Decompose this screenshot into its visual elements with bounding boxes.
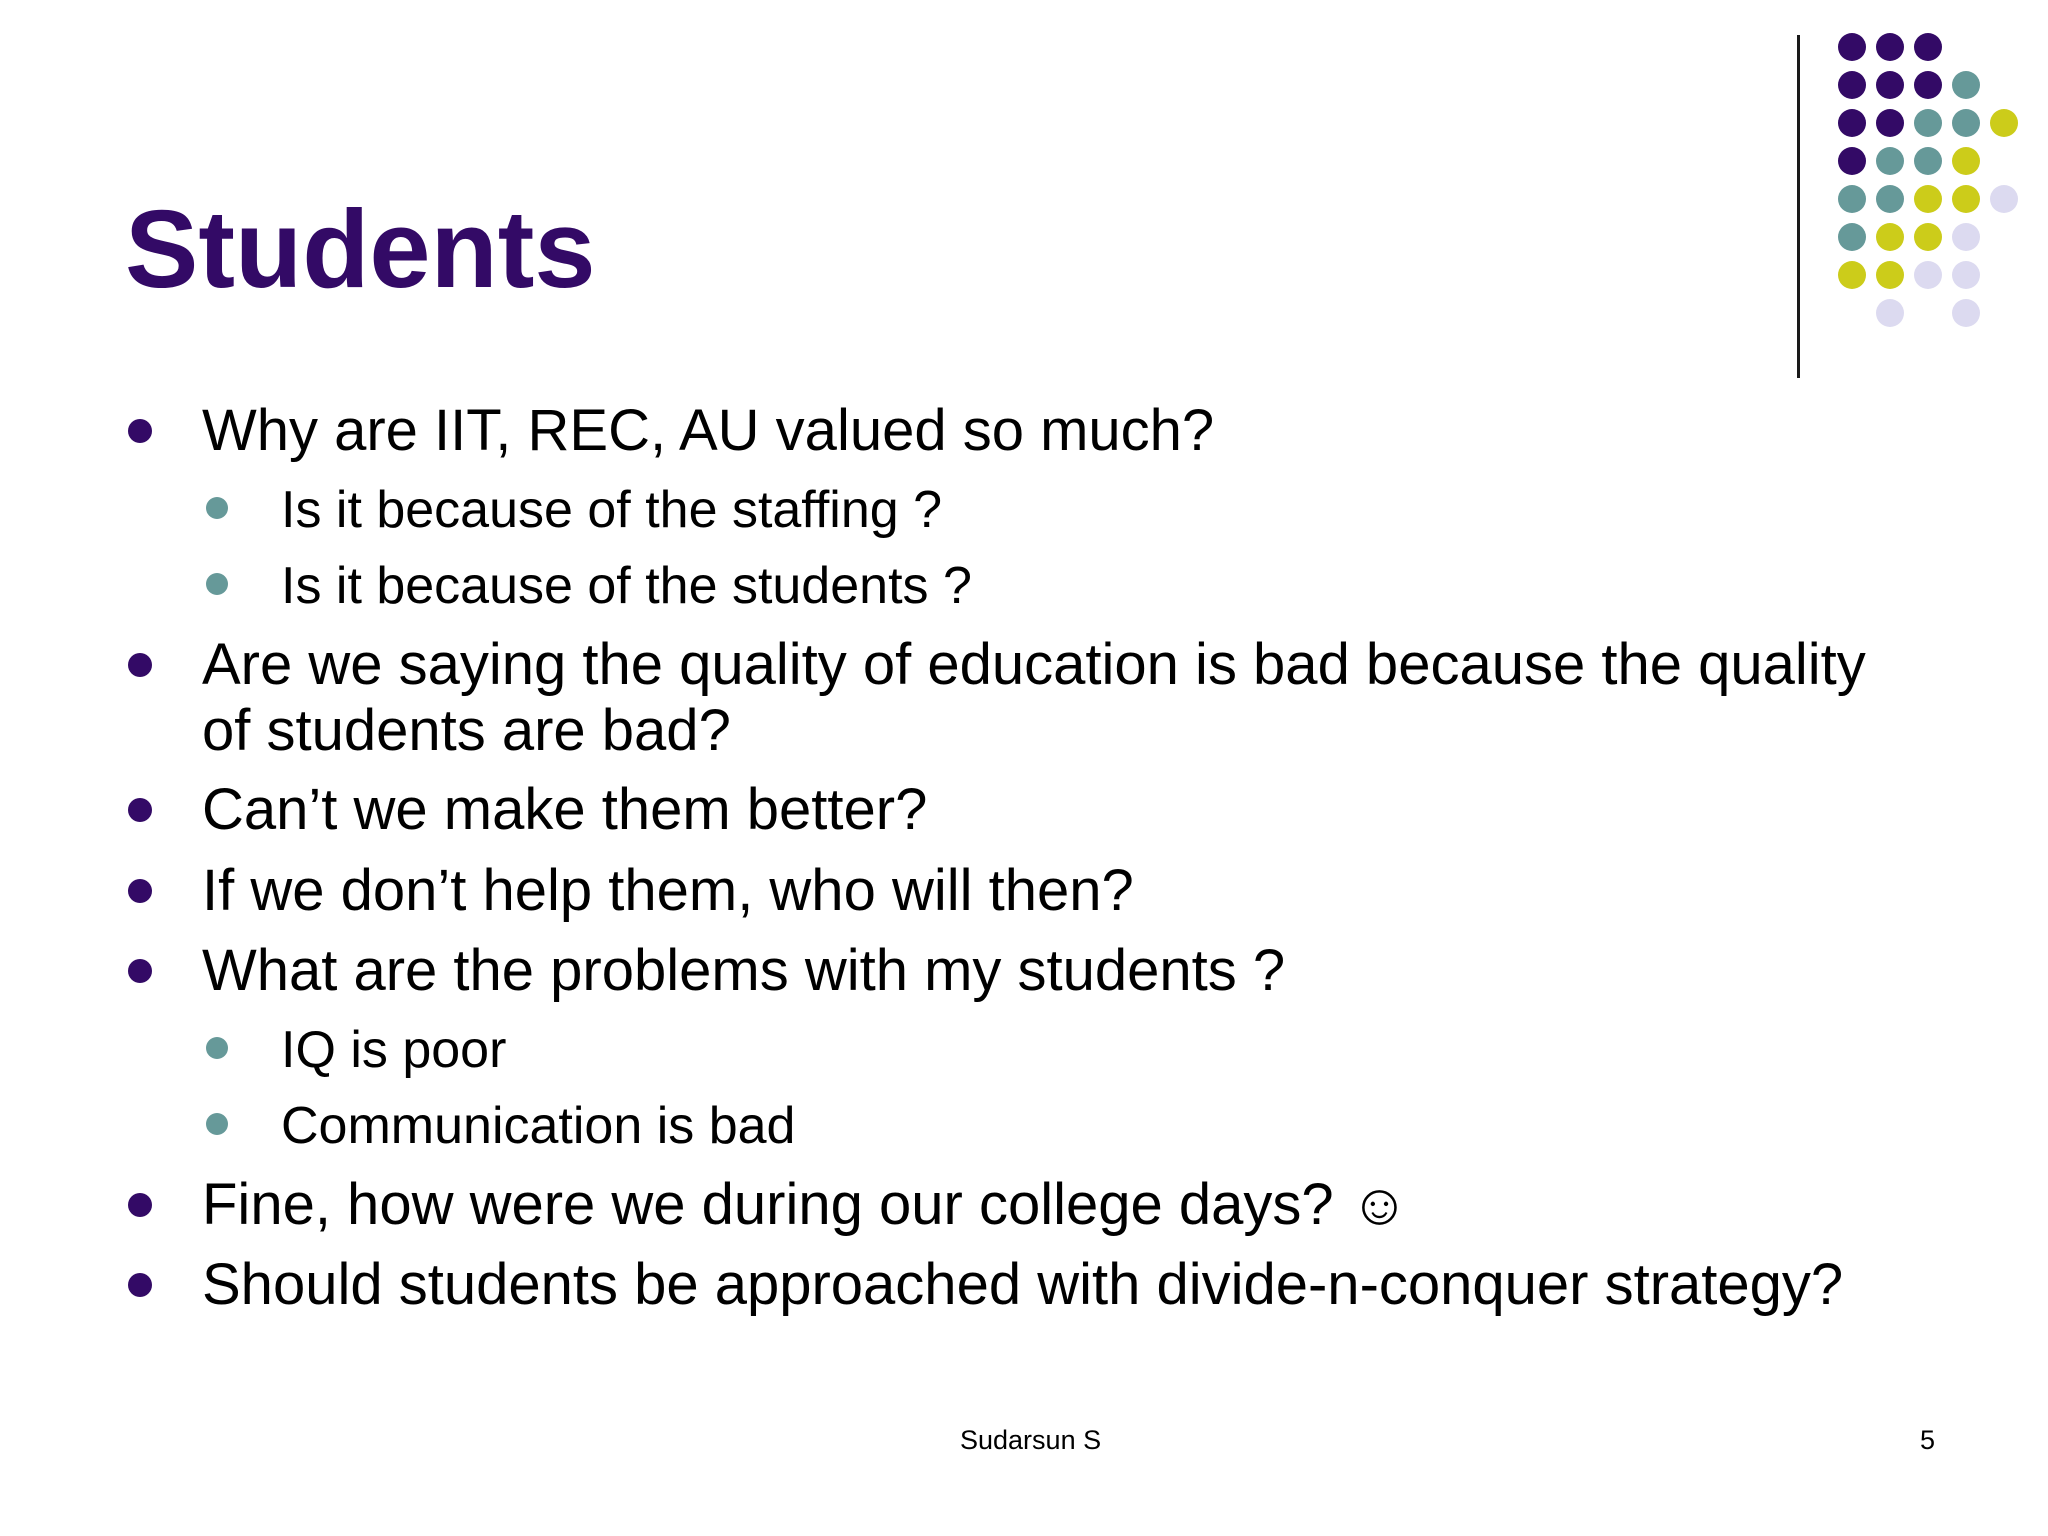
footer-author: Sudarsun S — [960, 1425, 1102, 1455]
bullet-marker — [128, 959, 152, 983]
bullet-marker — [128, 879, 152, 903]
sub-bullet-item: Is it because of the staffing ? — [281, 481, 943, 539]
bullet-item: Why are IIT, REC, AU valued so much? — [202, 398, 1215, 463]
bullet-item: What are the problems with my students ? — [202, 938, 1286, 1003]
sub-bullet-marker — [206, 573, 228, 595]
footer-page-number: 5 — [1920, 1425, 1936, 1455]
bullet-marker — [128, 798, 152, 822]
bullet-item: Should students be approached with divide-n-conquer strategy? — [202, 1252, 1844, 1317]
bullet-marker — [128, 419, 152, 443]
sub-bullet-item: IQ is poor — [281, 1021, 507, 1079]
bullet-marker — [128, 653, 152, 677]
bullet-item: Can’t we make them better? — [202, 777, 928, 842]
bullet-item: Fine, how were we during our college days? ☺ — [202, 1172, 1409, 1237]
sub-bullet-item: Is it because of the students ? — [281, 557, 972, 615]
bullet-marker — [128, 1193, 152, 1217]
bullet-marker — [128, 1273, 152, 1297]
sub-bullet-item: Communication is bad — [281, 1097, 796, 1155]
bullet-item-continuation: of students are bad? — [202, 698, 731, 763]
bullet-item: If we don’t help them, who will then? — [202, 858, 1134, 923]
sub-bullet-marker — [206, 1113, 228, 1135]
bullet-item: Are we saying the quality of education is bad because the quality — [202, 632, 1866, 697]
slide-title: Students — [125, 188, 596, 311]
sub-bullet-marker — [206, 497, 228, 519]
sub-bullet-marker — [206, 1037, 228, 1059]
